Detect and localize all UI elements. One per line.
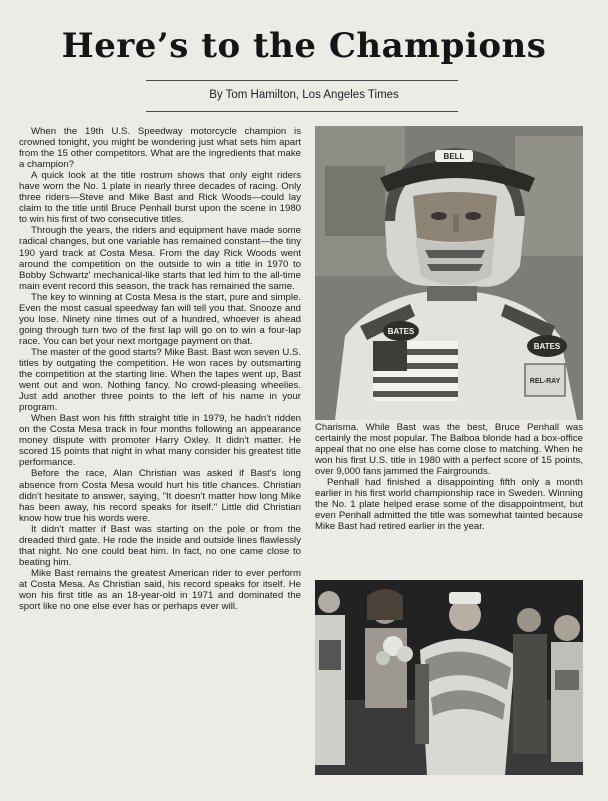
sleeve-patch-text: REL-RAY bbox=[529, 378, 561, 385]
right-column bbox=[315, 422, 583, 532]
paragraph: Through the years, the riders and equipment have made some radical changes, but one variable has remained constant—the tiny 190 yard track at Costa Mesa. From the day Rick Woods went around the competition on the outside to win a title in 1970 to Bobby Schwartz' mechanical-like starts that led him to the all-time main event record this season, the track has remained the same. bbox=[19, 225, 301, 292]
byline-rule-top bbox=[146, 80, 458, 81]
byline: By Tom Hamilton, Los Angeles Times bbox=[209, 89, 399, 101]
rider-portrait-photo bbox=[315, 126, 583, 420]
paragraph: Mike Bast remains the greatest American rider to ever perform at Costa Mesa. As Christian said, his record speaks for itself. He won his first title as an 18-year-old in 1971 and dominated the sport like no one else ever has or perhaps ever will. bbox=[19, 567, 301, 613]
paragraph: A quick look at the title rostrum shows that only eight riders have worn the No. 1 plate in nearly three decades of racing. Only three riders—Steve and Mike Bast and Rick Woods—could lay claim to the title until Bruce Penhall burst upon the scene in 1980 to win his first of two consecutive titles. bbox=[19, 170, 301, 226]
paragraph: Charisma. While Bast was the best, Bruce Penhall was certainly the most popular. The Balboa blonde had a box-office appeal that no one else has come close to matching. When he won his first U.S. title in 1980 with a perfect score of 15 points, over 9,000 fans jammed the Fairgrounds. bbox=[315, 422, 583, 478]
shoulder-patch-text: BATES bbox=[533, 342, 561, 351]
paragraph: When Bast won his fifth straight title in 1979, he hadn't ridden on the Costa Mesa track in four months following an appearance money dispute with promoter Harry Oxley. It didn't matter. He scored 15 points that night in what many consider his greatest title performance. bbox=[19, 413, 301, 469]
chest-patch-text: BATES bbox=[387, 327, 415, 336]
byline-rule-bottom bbox=[146, 111, 458, 112]
celebration-photo bbox=[315, 580, 583, 775]
paragraph: The master of the good starts? Mike Bast. Bast won seven U.S. titles by outgating the competition. He won races by outsmarting the competition at the starting line. When the tapes went up, Bast went out and won. Nothing fancy. No crowd-pleasing wheelies. Just add another three points to the left of his name in your program. bbox=[19, 346, 301, 414]
helmet-label-text: BELL bbox=[443, 152, 465, 161]
paragraph: It didn't matter if Bast was starting on the pole or from the dreaded third gate. He rode the inside and outside lines flawlessly that night. No one could beat him. In fact, no one came close to beating him. bbox=[19, 523, 301, 568]
paragraph: When the 19th U.S. Speedway motorcycle champion is crowned tonight, you might be wondering just what sets him apart from the 15 other competitors. What are the ingredients that make a champion? bbox=[19, 126, 301, 171]
paragraph: Penhall had finished a disappointing fifth only a month earlier in his first world championship race in Sweden. Winning the No. 1 plate helped erase some of the disappointment, but even Penhall admitted the title was somewhat tainted because Mike Bast had retired earlier in the year. bbox=[315, 477, 583, 533]
left-column bbox=[19, 126, 301, 612]
headline: Here’s to the Champions bbox=[61, 26, 547, 66]
paragraph: The key to winning at Costa Mesa is the start, pure and simple. Even the most casual speedway fan will tell you that. Snooze and you lose. Ninety nine times out of a hundred, whoever is ahead going through turn two of the first lap will go on to win a four-lap race. You can bet your next mortgage payment on that. bbox=[19, 291, 301, 347]
paragraph: Before the race, Alan Christian was asked if Bast's long absence from Costa Mesa would hurt his title chances. Christian didn't hesitate to answer, saying, "It doesn't matter how long Mike has been away, his record speaks for itself." Little did Christian know how true his words were. bbox=[19, 468, 301, 524]
